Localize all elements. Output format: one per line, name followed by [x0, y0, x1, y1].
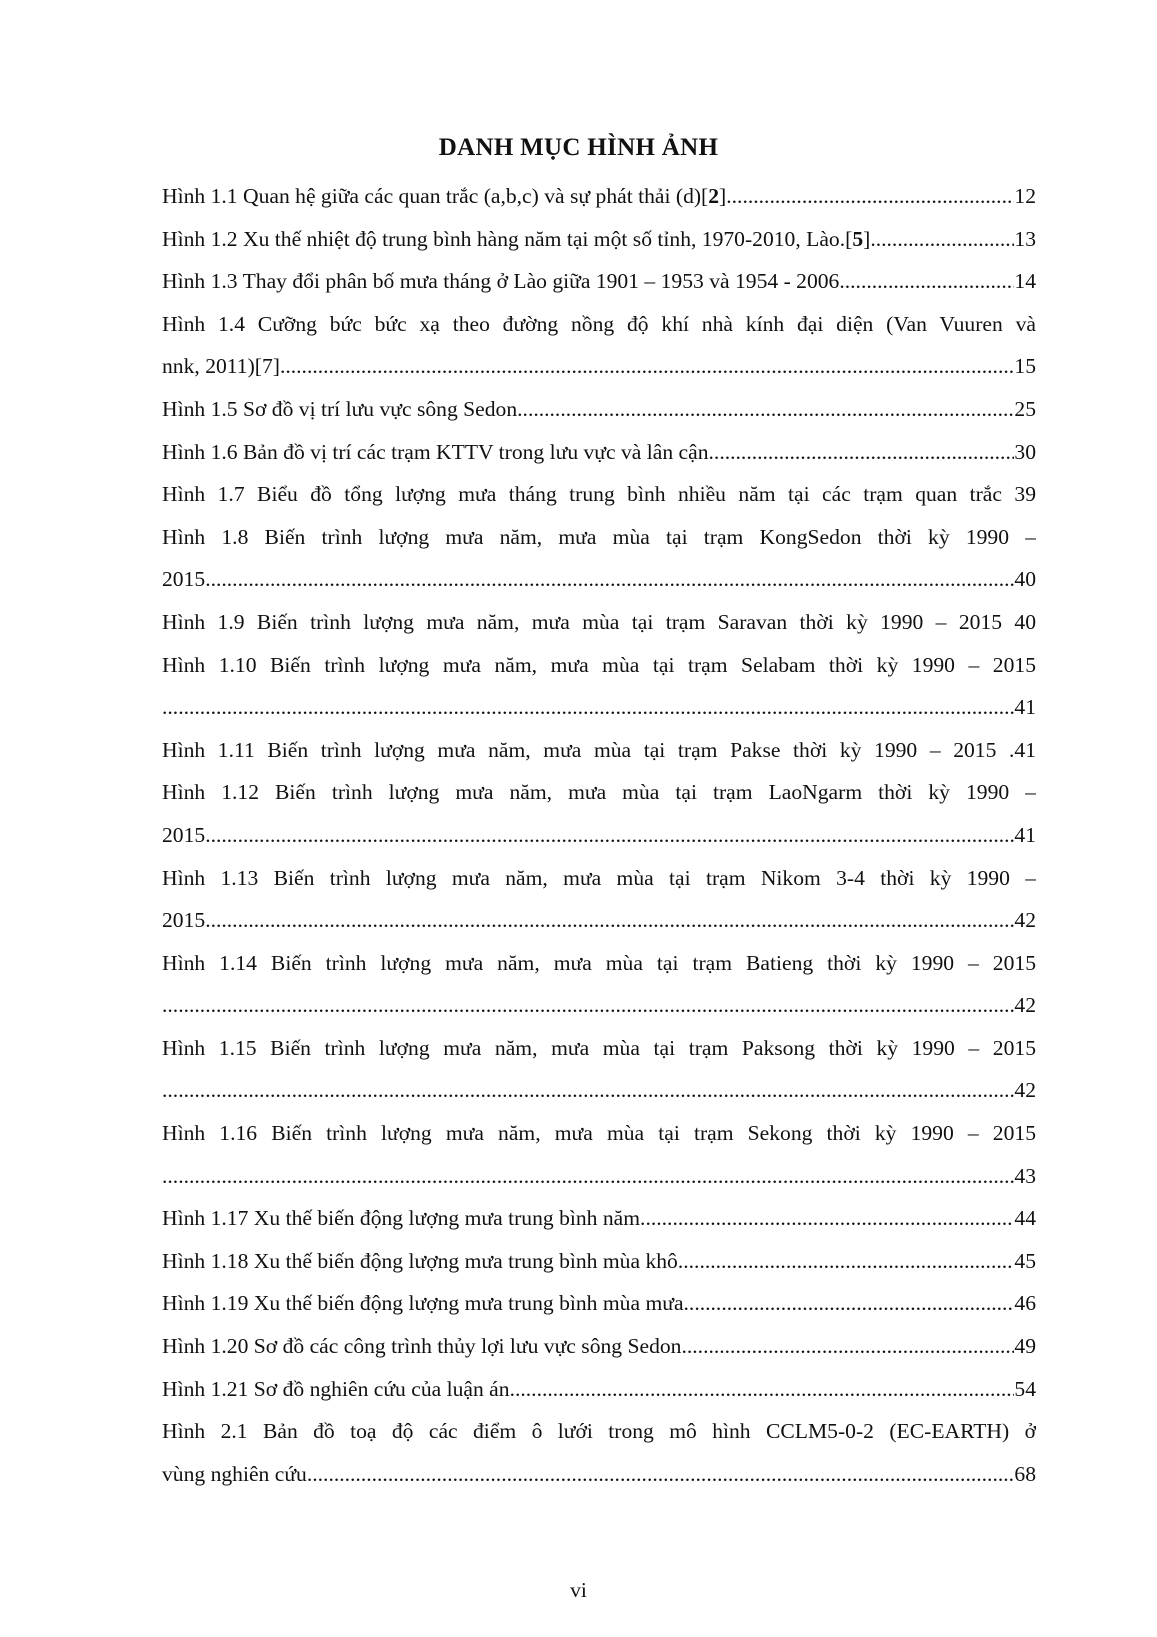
dot-leader — [162, 686, 1014, 729]
toc-entry-continuation[interactable]: nnk, 2011)[7] ..... 15 — [162, 345, 1036, 388]
toc-entry[interactable]: Hình 1.17 Xu thế biến động lượng mưa trung bình năm ..... 44 — [162, 1197, 1036, 1240]
dot-leader — [684, 1282, 1015, 1325]
toc-entry[interactable]: Hình 1.15 Biến trình lượng mưa năm, mưa mùa tại trạm Paksong thời kỳ 1990 – 2015 — [162, 1035, 1036, 1060]
toc-entry-continuation[interactable]: 2015 ..... 42 — [162, 899, 1036, 942]
page-ref: 42 — [1014, 1078, 1036, 1103]
toc-entry-continuation[interactable]: vùng nghiên cứu ..... 68 — [162, 1453, 1036, 1496]
toc-entry[interactable]: Hình 1.11 Biến trình lượng mưa năm, mưa mùa tại trạm Pakse thời kỳ 1990 – 2015 .41 — [162, 737, 1036, 762]
toc-entry-continuation[interactable] — [162, 1069, 1036, 1112]
dot-leader — [162, 1069, 1014, 1112]
toc-entry[interactable]: Hình 1.2 Xu thế nhiệt độ trung bình hàng năm tại một số tỉnh, 1970-2010, Lào.[ 5 ] ..... 13 — [162, 218, 1036, 261]
page-ref: 54 — [1014, 1376, 1036, 1401]
figure-list — [162, 175, 1036, 1495]
dot-leader — [709, 431, 1015, 474]
toc-entry[interactable]: Hình 1.7 Biểu đồ tổng lượng mưa tháng trung bình nhiều năm tại các trạm quan trắc 39 — [162, 482, 1036, 507]
toc-entry[interactable]: Hình 1.16 Biến trình lượng mưa năm, mưa mùa tại trạm Sekong thời kỳ 1990 – 2015 — [162, 1121, 1036, 1146]
dot-leader — [640, 1197, 1014, 1240]
page-ref: 41 — [1014, 695, 1036, 720]
page-ref: 30 — [1014, 439, 1036, 464]
page-number: vi — [570, 1578, 587, 1602]
toc-entry-continuation[interactable]: 2015 ..... 41 — [162, 814, 1036, 857]
toc-entry-continuation[interactable] — [162, 1155, 1036, 1198]
page-ref: 49 — [1014, 1334, 1036, 1359]
toc-entry[interactable]: Hình 1.8 Biến trình lượng mưa năm, mưa mùa tại trạm KongSedon thời kỳ 1990 – — [162, 524, 1036, 549]
page-ref: 15 — [1014, 354, 1036, 379]
toc-entry[interactable]: Hình 1.12 Biến trình lượng mưa năm, mưa mùa tại trạm LaoNgarm thời kỳ 1990 – — [162, 780, 1036, 805]
toc-entry-continuation[interactable] — [162, 984, 1036, 1027]
dot-leader — [678, 1240, 1015, 1283]
toc-entry[interactable]: Hình 1.20 Sơ đồ các công trình thủy lợi lưu vực sông Sedon ..... 49 — [162, 1325, 1036, 1368]
dot-leader — [162, 1155, 1014, 1198]
toc-entry[interactable]: Hình 2.1 Bản đồ toạ độ các điểm ô lưới trong mô hình CCLM5-0-2 (EC-EARTH) ở — [162, 1419, 1036, 1444]
toc-entry[interactable]: Hình 1.6 Bản đồ vị trí các trạm KTTV trong lưu vực và lân cận ..... 30 — [162, 431, 1036, 474]
dot-leader — [162, 984, 1014, 1027]
toc-entry-continuation[interactable]: 2015 ..... 40 — [162, 558, 1036, 601]
dot-leader — [839, 260, 1014, 303]
toc-entry[interactable]: Hình 1.10 Biến trình lượng mưa năm, mưa mùa tại trạm Selabam thời kỳ 1990 – 2015 — [162, 652, 1036, 677]
page-ref: 40 — [1014, 567, 1036, 592]
dot-leader — [726, 175, 1014, 218]
dot-leader — [681, 1325, 1014, 1368]
page-ref: 14 — [1014, 269, 1036, 294]
toc-entry[interactable]: Hình 1.19 Xu thế biến động lượng mưa trung bình mùa mưa ..... 46 — [162, 1282, 1036, 1325]
page-ref: 45 — [1014, 1248, 1036, 1273]
page-title: DANH MỤC HÌNH ẢNH — [438, 134, 719, 161]
dot-leader — [307, 1453, 1015, 1496]
page-ref: 68 — [1014, 1461, 1036, 1486]
page-ref: 43 — [1014, 1163, 1036, 1188]
toc-entry[interactable]: Hình 1.9 Biến trình lượng mưa năm, mưa mùa tại trạm Saravan thời kỳ 1990 – 2015 40 — [162, 609, 1036, 634]
page-ref: 25 — [1014, 396, 1036, 421]
toc-entry-continuation[interactable] — [162, 686, 1036, 729]
dot-leader — [205, 814, 1014, 857]
toc-entry[interactable]: Hình 1.3 Thay đổi phân bố mưa tháng ở Lào giữa 1901 – 1953 và 1954 - 2006 ..... 14 — [162, 260, 1036, 303]
dot-leader — [517, 388, 1014, 431]
page-ref: 41 — [1014, 822, 1036, 847]
page-ref: 42 — [1014, 993, 1036, 1018]
toc-entry[interactable]: Hình 1.1 Quan hệ giữa các quan trắc (a,b,c) và sự phát thải (d)[ 2 ] ..... 12 — [162, 175, 1036, 218]
page-ref: 46 — [1014, 1291, 1036, 1316]
dot-leader — [280, 345, 1014, 388]
dot-leader — [205, 899, 1014, 942]
toc-entry[interactable]: Hình 1.21 Sơ đồ nghiên cứu của luận án ..... 54 — [162, 1368, 1036, 1411]
dot-leader — [510, 1368, 1015, 1411]
toc-entry[interactable]: Hình 1.13 Biến trình lượng mưa năm, mưa mùa tại trạm Nikom 3-4 thời kỳ 1990 – — [162, 865, 1036, 890]
dot-leader — [870, 218, 1014, 261]
toc-entry[interactable]: Hình 1.18 Xu thế biến động lượng mưa trung bình mùa khô ..... 45 — [162, 1240, 1036, 1283]
dot-leader — [205, 558, 1014, 601]
toc-entry[interactable]: Hình 1.14 Biến trình lượng mưa năm, mưa mùa tại trạm Batieng thời kỳ 1990 – 2015 — [162, 950, 1036, 975]
page-ref: 13 — [1014, 226, 1036, 251]
page-ref: 12 — [1014, 184, 1036, 208]
page-ref: 44 — [1014, 1206, 1036, 1231]
toc-entry[interactable]: Hình 1.4 Cưỡng bức bức xạ theo đường nồng độ khí nhà kính đại diện (Van Vuuren và — [162, 311, 1036, 336]
page-ref: 42 — [1014, 908, 1036, 933]
toc-entry[interactable]: Hình 1.5 Sơ đồ vị trí lưu vực sông Sedon ..... 25 — [162, 388, 1036, 431]
